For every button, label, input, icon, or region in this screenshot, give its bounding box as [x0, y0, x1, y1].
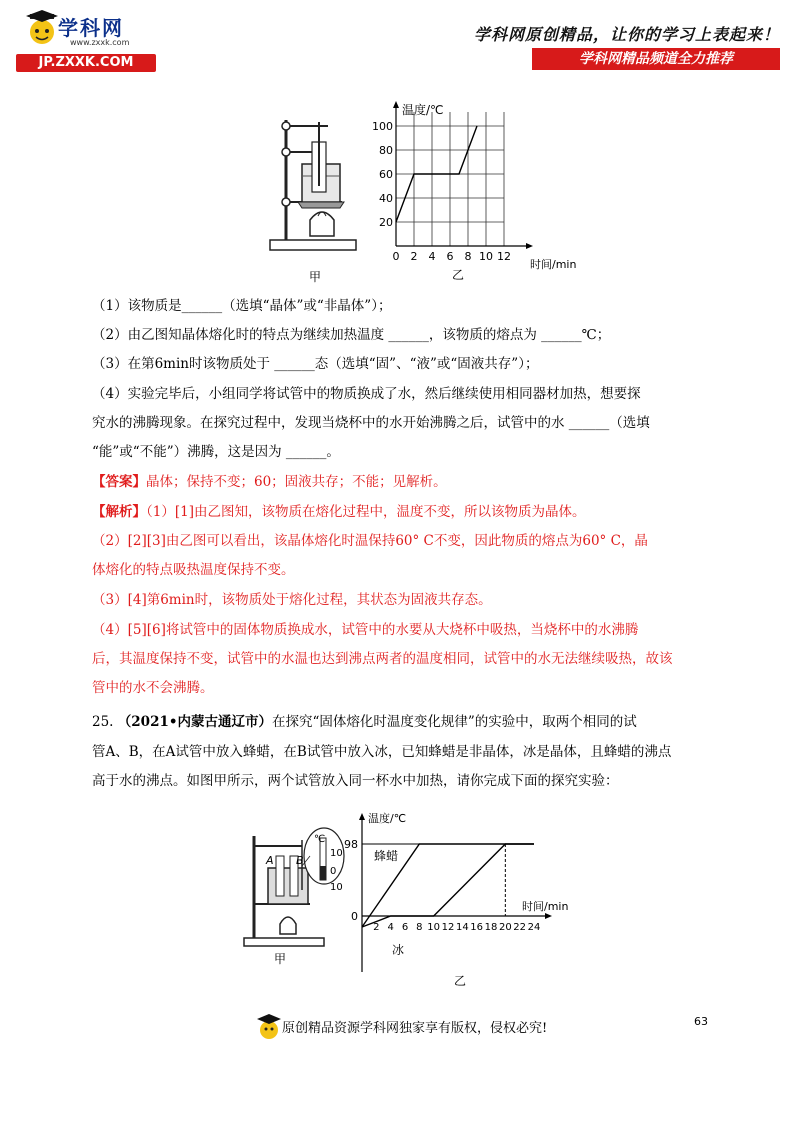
analysis-3: （3）[4]第6min时，该物质处于熔化过程，其状态为固液共存态。: [92, 592, 492, 608]
footer-mascot-icon: [256, 1012, 282, 1042]
x-tick-label: 8: [416, 922, 423, 933]
tube-b-label: B: [296, 854, 304, 867]
x-tick-label: 10: [479, 250, 493, 263]
logo-url: JP.ZXXK.COM: [16, 54, 156, 72]
question-25-line-2: 管A、B，在A试管中放入蜂蜡，在B试管中放入冰，已知蜂蜡是非晶体，冰是晶体，且蜂蜡的沸点: [92, 744, 672, 760]
question-25-number: 25.: [92, 714, 114, 730]
x-tick-label: 22: [513, 922, 527, 933]
header-banner: 学科网精品频道全力推荐: [532, 48, 780, 70]
question-25-line-1: [92, 708, 702, 737]
question-4-line-2: 究水的沸腾现象。在探究过程中，发现当烧杯中的水开始沸腾之后，试管中的水 ______（选填: [92, 415, 650, 431]
x-tick-label: 24: [527, 922, 541, 933]
figure2-label-apparatus: 甲: [274, 952, 287, 966]
question-2: （2）由乙图知晶体熔化时的特点为继续加热温度 ______，该物质的熔点为 ______℃；: [92, 327, 611, 343]
x-axis-label: 时间/min: [522, 900, 569, 913]
answer-line: [92, 468, 702, 497]
analysis-2-line-1: （2）[2][3]由乙图可以看出，该晶体熔化时温保持60° C不变，因此物质的熔点为60° C，晶: [92, 533, 648, 549]
x-tick-label: 12: [497, 250, 511, 263]
question-1: （1）该物质是______（选填“晶体”或“非晶体”）；: [92, 298, 392, 314]
x-tick-label: 20: [498, 922, 512, 933]
apparatus-figure-2: [240, 826, 352, 966]
y-tick-label: 98: [344, 838, 358, 851]
figure2-label-graph: 乙: [454, 974, 467, 988]
x-tick-label: 4: [428, 250, 436, 263]
logo-subtitle: www.zxxk.com: [70, 38, 130, 47]
analysis-line-1: [92, 498, 702, 527]
tube-a-label: A: [266, 854, 274, 867]
analysis-2-line-2: 体熔化的特点吸热温度保持不变。: [92, 562, 295, 578]
x-tick-label: 18: [484, 922, 498, 933]
question-4-line-1: （4）实验完毕后，小组同学将试管中的物质换成了水，然后继续使用相同器材加热，想要探: [92, 386, 641, 402]
y-tick-label: 100: [372, 120, 393, 133]
x-tick-label: 10: [427, 922, 441, 933]
y-tick-label: 40: [379, 192, 393, 205]
y-axis-label: 温度/℃: [402, 103, 444, 117]
figure1-label-graph: 乙: [452, 268, 465, 282]
analysis-4-line-1: （4）[5][6]将试管中的固体物质换成水，试管中的水要从大烧杯中吸热，当烧杯中的水沸腾: [92, 622, 639, 638]
y-axis-arrow: [393, 101, 399, 108]
y-tick-label: 80: [379, 144, 393, 157]
y-tick-label: 20: [379, 216, 393, 229]
thermometer-tick-bottom: 10: [330, 882, 343, 893]
analysis-4-line-3: 管中的水不会沸腾。: [92, 680, 214, 696]
page-number: 63: [694, 1015, 708, 1028]
answer-label: 【答案】: [92, 474, 146, 490]
temperature-time-chart-1: [372, 96, 588, 272]
analysis-label: 【解析】: [92, 504, 146, 520]
x-tick-label: 8: [464, 250, 472, 263]
question-4-line-3: “能”或“不能”）沸腾，这是因为 ______。: [92, 444, 340, 460]
x-tick-label: 14: [455, 922, 469, 933]
x-tick-label: 12: [441, 922, 455, 933]
figure1-label-apparatus: 甲: [309, 270, 322, 284]
annotation-ice: 冰: [392, 943, 405, 957]
question-25-text-1: 在探究“固体熔化时温度变化规律”的实验中，取两个相同的试: [271, 714, 637, 730]
x-tick-label: 6: [401, 922, 409, 933]
y-axis-label: 温度/℃: [368, 812, 407, 825]
logo-text: 学科网: [58, 16, 124, 40]
question-25-source: （2021•内蒙古通辽市）: [117, 714, 272, 730]
temperature-time-chart-2: [340, 808, 580, 980]
x-tick-label: 4: [387, 922, 394, 933]
analysis-4-line-2: 后，其温度保持不变，试管中的水温也达到沸点两者的温度相同，试管中的水无法继续吸热，故该: [92, 651, 673, 667]
question-25-line-3: 高于水的沸点。如图甲所示，两个试管放入同一杯水中加热，请你完成下面的探究实验：: [92, 773, 619, 789]
thermometer-tick-top: 10: [330, 848, 343, 859]
thermometer-tick-mid: 0: [330, 866, 337, 877]
y-tick-label: 0: [351, 910, 358, 923]
annotation-beeswax: 蜂蜡: [374, 849, 399, 863]
thermometer-unit: ℃: [314, 834, 326, 845]
apparatus-figure-1: [268, 112, 368, 262]
x-tick-label: 6: [446, 250, 454, 263]
mascot-icon: [22, 8, 62, 48]
y-tick-label: 60: [379, 168, 393, 181]
x-tick-label: 2: [410, 250, 418, 263]
answer-text: 晶体；保持不变；60；固液共存；不能；见解析。: [146, 474, 447, 490]
x-axis-arrow: [526, 243, 533, 249]
x-tick-label: 2: [373, 922, 380, 933]
analysis-text-1: （1）[1]由乙图知，该物质在熔化过程中，温度不变，所以该物质为晶体。: [146, 504, 586, 520]
x-tick-label: 16: [470, 922, 484, 933]
y-axis-arrow: [359, 813, 365, 820]
question-3: （3）在第6min时该物质处于 ______态（选填“固”、“液”或“固液共存”）；: [92, 356, 539, 372]
footer-copyright: 原创精品资源学科网独家享有版权，侵权必究!: [282, 1021, 548, 1036]
x-tick-label: 0: [392, 250, 400, 263]
x-axis-label: 时间/min: [530, 258, 577, 271]
x-axis-arrow: [545, 913, 552, 919]
header-slogan: 学科网原创精品，让你的学习上表起来！: [473, 25, 780, 44]
